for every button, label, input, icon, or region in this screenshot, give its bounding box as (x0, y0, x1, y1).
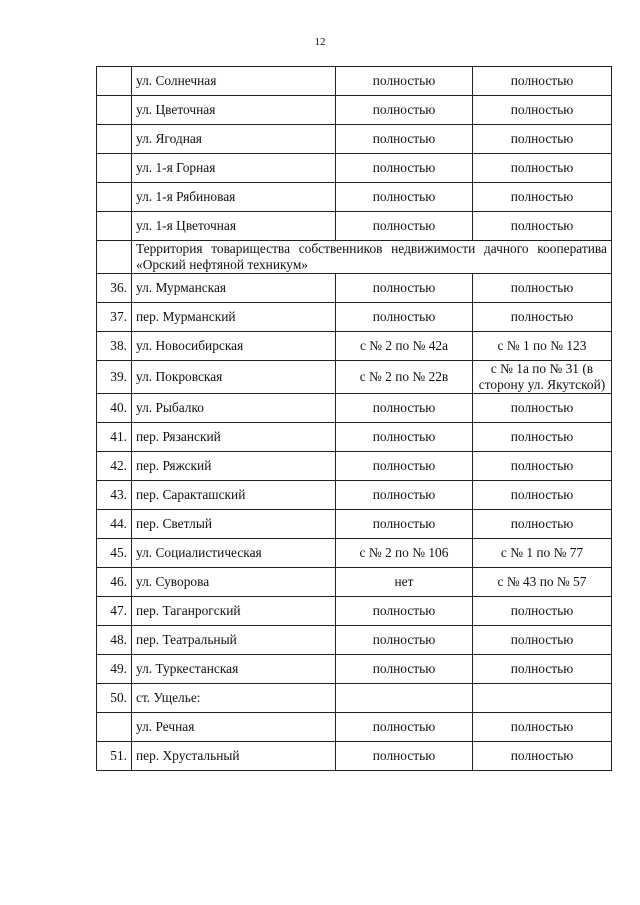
street-name: ул. 1-я Рябиновая (132, 183, 336, 212)
street-name: ул. Ягодная (132, 125, 336, 154)
even-houses: полностью (336, 96, 473, 125)
odd-houses: полностью (473, 125, 612, 154)
street-name: пер. Театральный (132, 626, 336, 655)
even-houses: полностью (336, 510, 473, 539)
even-houses: полностью (336, 452, 473, 481)
row-number: 47. (97, 597, 132, 626)
even-houses: полностью (336, 125, 473, 154)
odd-houses: полностью (473, 452, 612, 481)
table-row (97, 539, 612, 568)
odd-houses: полностью (473, 713, 612, 742)
street-name: пер. Рязанский (132, 423, 336, 452)
street-name: ул. Новосибирская (132, 332, 336, 361)
table-body (97, 67, 612, 771)
row-number: 44. (97, 510, 132, 539)
row-number: 36. (97, 274, 132, 303)
table-row (97, 742, 612, 771)
table-row (97, 274, 612, 303)
table-row (97, 183, 612, 212)
even-houses: полностью (336, 713, 473, 742)
row-number (97, 154, 132, 183)
street-name: пер. Мурманский (132, 303, 336, 332)
odd-houses: полностью (473, 67, 612, 96)
row-number: 50. (97, 684, 132, 713)
even-houses: полностью (336, 303, 473, 332)
row-number: 38. (97, 332, 132, 361)
odd-houses: с № 1а по № 31 (в сторону ул. Якутской) (473, 361, 612, 394)
table-row (97, 713, 612, 742)
even-houses: полностью (336, 274, 473, 303)
even-houses (336, 684, 473, 713)
odd-houses: полностью (473, 423, 612, 452)
even-houses: полностью (336, 742, 473, 771)
even-houses: полностью (336, 67, 473, 96)
odd-houses: с № 43 по № 57 (473, 568, 612, 597)
even-houses: полностью (336, 597, 473, 626)
row-number: 42. (97, 452, 132, 481)
row-number: 45. (97, 539, 132, 568)
row-number (97, 125, 132, 154)
street-name: пер. Ряжский (132, 452, 336, 481)
even-houses: полностью (336, 212, 473, 241)
odd-houses: полностью (473, 303, 612, 332)
street-name: ул. Мурманская (132, 274, 336, 303)
table-row (97, 568, 612, 597)
odd-houses: полностью (473, 274, 612, 303)
table-row (97, 423, 612, 452)
even-houses: с № 2 по № 106 (336, 539, 473, 568)
even-houses: нет (336, 568, 473, 597)
row-number (97, 183, 132, 212)
table-row (97, 67, 612, 96)
street-name: ул. Солнечная (132, 67, 336, 96)
odd-houses: с № 1 по № 77 (473, 539, 612, 568)
table-row (97, 212, 612, 241)
table-row (97, 125, 612, 154)
table-row (97, 332, 612, 361)
row-number (97, 713, 132, 742)
table-row (97, 96, 612, 125)
row-number: 49. (97, 655, 132, 684)
row-number: 46. (97, 568, 132, 597)
table-row (97, 394, 612, 423)
odd-houses: полностью (473, 510, 612, 539)
street-name: ул. Цветочная (132, 96, 336, 125)
row-number (97, 67, 132, 96)
street-name: ст. Ущелье: (132, 684, 336, 713)
odd-houses: полностью (473, 655, 612, 684)
row-number: 51. (97, 742, 132, 771)
section-row (97, 241, 612, 274)
odd-houses: полностью (473, 212, 612, 241)
street-name: ул. Покровская (132, 361, 336, 394)
street-name: пер. Таганрогский (132, 597, 336, 626)
row-number: 37. (97, 303, 132, 332)
odd-houses: полностью (473, 394, 612, 423)
page-number: 12 (314, 36, 326, 48)
table-row (97, 154, 612, 183)
row-number (97, 96, 132, 125)
odd-houses (473, 684, 612, 713)
row-number: 43. (97, 481, 132, 510)
odd-houses: полностью (473, 742, 612, 771)
odd-houses: полностью (473, 183, 612, 212)
even-houses: полностью (336, 626, 473, 655)
even-houses: с № 2 по № 42а (336, 332, 473, 361)
street-name: ул. Социалистическая (132, 539, 336, 568)
section-heading-cell (132, 241, 612, 274)
row-number: 48. (97, 626, 132, 655)
street-name: ул. Речная (132, 713, 336, 742)
street-name: ул. 1-я Горная (132, 154, 336, 183)
table-row (97, 303, 612, 332)
odd-houses: полностью (473, 481, 612, 510)
row-number (97, 212, 132, 241)
even-houses: полностью (336, 481, 473, 510)
odd-houses: полностью (473, 154, 612, 183)
table-row (97, 684, 612, 713)
odd-houses: полностью (473, 597, 612, 626)
table-row (97, 481, 612, 510)
table-row (97, 626, 612, 655)
row-number: 39. (97, 361, 132, 394)
table-row (97, 510, 612, 539)
section-heading: Территория товарищества собственников недвижимости дачного кооператива «Орский нефтяной техникум» (136, 241, 607, 272)
street-name: пер. Хрустальный (132, 742, 336, 771)
row-number: 40. (97, 394, 132, 423)
even-houses: с № 2 по № 22в (336, 361, 473, 394)
street-table (96, 66, 612, 771)
street-name: ул. Суворова (132, 568, 336, 597)
odd-houses: с № 1 по № 123 (473, 332, 612, 361)
row-number: 41. (97, 423, 132, 452)
even-houses: полностью (336, 655, 473, 684)
street-name: ул. Рыбалко (132, 394, 336, 423)
row-number-cell (97, 241, 132, 274)
even-houses: полностью (336, 154, 473, 183)
street-name: пер. Светлый (132, 510, 336, 539)
street-name: ул. 1-я Цветочная (132, 212, 336, 241)
odd-houses: полностью (473, 96, 612, 125)
even-houses: полностью (336, 183, 473, 212)
table-row (97, 452, 612, 481)
table-row (97, 361, 612, 394)
street-name: ул. Туркестанская (132, 655, 336, 684)
table-row (97, 597, 612, 626)
even-houses: полностью (336, 394, 473, 423)
street-name: пер. Саракташский (132, 481, 336, 510)
table-row (97, 655, 612, 684)
odd-houses: полностью (473, 626, 612, 655)
even-houses: полностью (336, 423, 473, 452)
